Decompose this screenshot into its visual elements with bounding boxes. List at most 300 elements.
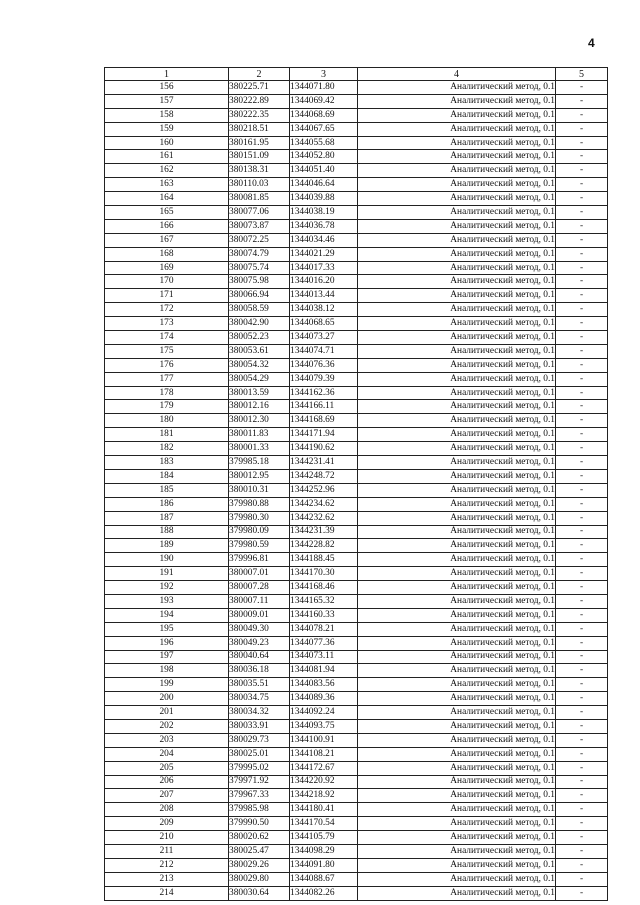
point-number-cell: 184 xyxy=(105,469,229,483)
y-coordinate-cell: 1344231.41 xyxy=(290,456,358,470)
y-coordinate-cell: 1344170.54 xyxy=(290,817,358,831)
method-cell: Аналитический метод, 0.1 xyxy=(358,136,556,150)
point-number-cell: 207 xyxy=(105,789,229,803)
point-number-cell: 200 xyxy=(105,692,229,706)
table-row xyxy=(105,775,608,789)
x-coordinate-cell: 380012.30 xyxy=(229,414,290,428)
x-coordinate-cell: 379996.81 xyxy=(229,553,290,567)
point-number-cell: 205 xyxy=(105,761,229,775)
method-cell: Аналитический метод, 0.1 xyxy=(358,206,556,220)
table-row xyxy=(105,706,608,720)
table-row xyxy=(105,567,608,581)
y-coordinate-cell: 1344021.29 xyxy=(290,247,358,261)
table-row xyxy=(105,844,608,858)
x-coordinate-cell: 380012.95 xyxy=(229,469,290,483)
point-number-cell: 165 xyxy=(105,206,229,220)
table-row xyxy=(105,94,608,108)
table-row xyxy=(105,358,608,372)
y-coordinate-cell: 1344098.29 xyxy=(290,844,358,858)
method-cell: Аналитический метод, 0.1 xyxy=(358,844,556,858)
point-number-cell: 212 xyxy=(105,858,229,872)
method-cell: Аналитический метод, 0.1 xyxy=(358,150,556,164)
table-row xyxy=(105,344,608,358)
y-coordinate-cell: 1344071.80 xyxy=(290,81,358,95)
y-coordinate-cell: 1344190.62 xyxy=(290,442,358,456)
point-number-cell: 193 xyxy=(105,594,229,608)
x-coordinate-cell: 380073.87 xyxy=(229,219,290,233)
table-row xyxy=(105,650,608,664)
x-coordinate-cell: 380151.09 xyxy=(229,150,290,164)
y-coordinate-cell: 1344036.78 xyxy=(290,219,358,233)
table-row xyxy=(105,622,608,636)
y-coordinate-cell: 1344055.68 xyxy=(290,136,358,150)
table-row xyxy=(105,414,608,428)
y-coordinate-cell: 1344108.21 xyxy=(290,747,358,761)
point-number-cell: 189 xyxy=(105,539,229,553)
method-cell: Аналитический метод, 0.1 xyxy=(358,831,556,845)
point-number-cell: 156 xyxy=(105,81,229,95)
x-coordinate-cell: 380138.31 xyxy=(229,164,290,178)
x-coordinate-cell: 380007.11 xyxy=(229,594,290,608)
point-number-cell: 163 xyxy=(105,178,229,192)
column-header-1: 1 xyxy=(105,68,229,81)
y-coordinate-cell: 1344234.62 xyxy=(290,497,358,511)
note-cell: - xyxy=(556,692,608,706)
note-cell: - xyxy=(556,775,608,789)
table-row xyxy=(105,608,608,622)
table-row xyxy=(105,386,608,400)
note-cell: - xyxy=(556,650,608,664)
table-row xyxy=(105,233,608,247)
point-number-cell: 191 xyxy=(105,567,229,581)
point-number-cell: 194 xyxy=(105,608,229,622)
table-row xyxy=(105,511,608,525)
note-cell: - xyxy=(556,719,608,733)
note-cell: - xyxy=(556,747,608,761)
table-row xyxy=(105,761,608,775)
method-cell: Аналитический метод, 0.1 xyxy=(358,233,556,247)
x-coordinate-cell: 379971.92 xyxy=(229,775,290,789)
note-cell: - xyxy=(556,525,608,539)
y-coordinate-cell: 1344076.36 xyxy=(290,358,358,372)
note-cell: - xyxy=(556,803,608,817)
note-cell: - xyxy=(556,303,608,317)
table-row xyxy=(105,206,608,220)
x-coordinate-cell: 380001.33 xyxy=(229,442,290,456)
y-coordinate-cell: 1344067.65 xyxy=(290,122,358,136)
note-cell: - xyxy=(556,858,608,872)
point-number-cell: 174 xyxy=(105,331,229,345)
method-cell: Аналитический метод, 0.1 xyxy=(358,400,556,414)
point-number-cell: 208 xyxy=(105,803,229,817)
table-row xyxy=(105,497,608,511)
note-cell: - xyxy=(556,428,608,442)
note-cell: - xyxy=(556,289,608,303)
y-coordinate-cell: 1344081.94 xyxy=(290,664,358,678)
note-cell: - xyxy=(556,122,608,136)
point-number-cell: 192 xyxy=(105,581,229,595)
y-coordinate-cell: 1344052.80 xyxy=(290,150,358,164)
point-number-cell: 195 xyxy=(105,622,229,636)
point-number-cell: 179 xyxy=(105,400,229,414)
note-cell: - xyxy=(556,192,608,206)
note-cell: - xyxy=(556,622,608,636)
point-number-cell: 169 xyxy=(105,261,229,275)
y-coordinate-cell: 1344034.46 xyxy=(290,233,358,247)
method-cell: Аналитический метод, 0.1 xyxy=(358,886,556,900)
point-number-cell: 188 xyxy=(105,525,229,539)
method-cell: Аналитический метод, 0.1 xyxy=(358,664,556,678)
note-cell: - xyxy=(556,275,608,289)
y-coordinate-cell: 1344252.96 xyxy=(290,483,358,497)
y-coordinate-cell: 1344046.64 xyxy=(290,178,358,192)
table-row xyxy=(105,539,608,553)
method-cell: Аналитический метод, 0.1 xyxy=(358,289,556,303)
note-cell: - xyxy=(556,539,608,553)
x-coordinate-cell: 380049.23 xyxy=(229,636,290,650)
x-coordinate-cell: 380075.98 xyxy=(229,275,290,289)
x-coordinate-cell: 379980.30 xyxy=(229,511,290,525)
x-coordinate-cell: 380009.01 xyxy=(229,608,290,622)
method-cell: Аналитический метод, 0.1 xyxy=(358,178,556,192)
table-row xyxy=(105,289,608,303)
method-cell: Аналитический метод, 0.1 xyxy=(358,108,556,122)
x-coordinate-cell: 380035.51 xyxy=(229,678,290,692)
x-coordinate-cell: 380011.83 xyxy=(229,428,290,442)
x-coordinate-cell: 380034.32 xyxy=(229,706,290,720)
table-row xyxy=(105,886,608,900)
note-cell: - xyxy=(556,400,608,414)
method-cell: Аналитический метод, 0.1 xyxy=(358,192,556,206)
point-number-cell: 211 xyxy=(105,844,229,858)
y-coordinate-cell: 1344077.36 xyxy=(290,636,358,650)
method-cell: Аналитический метод, 0.1 xyxy=(358,358,556,372)
table-row xyxy=(105,442,608,456)
y-coordinate-cell: 1344017.33 xyxy=(290,261,358,275)
point-number-cell: 166 xyxy=(105,219,229,233)
method-cell: Аналитический метод, 0.1 xyxy=(358,789,556,803)
note-cell: - xyxy=(556,636,608,650)
method-cell: Аналитический метод, 0.1 xyxy=(358,650,556,664)
method-cell: Аналитический метод, 0.1 xyxy=(358,539,556,553)
note-cell: - xyxy=(556,331,608,345)
note-cell: - xyxy=(556,664,608,678)
method-cell: Аналитический метод, 0.1 xyxy=(358,386,556,400)
point-number-cell: 196 xyxy=(105,636,229,650)
x-coordinate-cell: 380072.25 xyxy=(229,233,290,247)
point-number-cell: 187 xyxy=(105,511,229,525)
table-row xyxy=(105,247,608,261)
table-row xyxy=(105,581,608,595)
x-coordinate-cell: 380077.06 xyxy=(229,206,290,220)
point-number-cell: 171 xyxy=(105,289,229,303)
point-number-cell: 214 xyxy=(105,886,229,900)
method-cell: Аналитический метод, 0.1 xyxy=(358,456,556,470)
method-cell: Аналитический метод, 0.1 xyxy=(358,775,556,789)
table-row xyxy=(105,594,608,608)
y-coordinate-cell: 1344092.24 xyxy=(290,706,358,720)
y-coordinate-cell: 1344089.36 xyxy=(290,692,358,706)
x-coordinate-cell: 380033.91 xyxy=(229,719,290,733)
table-row xyxy=(105,719,608,733)
note-cell: - xyxy=(556,497,608,511)
x-coordinate-cell: 379985.98 xyxy=(229,803,290,817)
point-number-cell: 180 xyxy=(105,414,229,428)
point-number-cell: 172 xyxy=(105,303,229,317)
table-row xyxy=(105,831,608,845)
x-coordinate-cell: 379967.33 xyxy=(229,789,290,803)
method-cell: Аналитический метод, 0.1 xyxy=(358,261,556,275)
y-coordinate-cell: 1344218.92 xyxy=(290,789,358,803)
table-row xyxy=(105,469,608,483)
y-coordinate-cell: 1344082.26 xyxy=(290,886,358,900)
note-cell: - xyxy=(556,344,608,358)
table-row xyxy=(105,331,608,345)
note-cell: - xyxy=(556,706,608,720)
note-cell: - xyxy=(556,831,608,845)
method-cell: Аналитический метод, 0.1 xyxy=(358,803,556,817)
x-coordinate-cell: 379995.02 xyxy=(229,761,290,775)
y-coordinate-cell: 1344013.44 xyxy=(290,289,358,303)
note-cell: - xyxy=(556,81,608,95)
y-coordinate-cell: 1344091.80 xyxy=(290,858,358,872)
note-cell: - xyxy=(556,483,608,497)
x-coordinate-cell: 379980.88 xyxy=(229,497,290,511)
y-coordinate-cell: 1344073.27 xyxy=(290,331,358,345)
y-coordinate-cell: 1344016.20 xyxy=(290,275,358,289)
table-row xyxy=(105,747,608,761)
method-cell: Аналитический метод, 0.1 xyxy=(358,706,556,720)
y-coordinate-cell: 1344180.41 xyxy=(290,803,358,817)
note-cell: - xyxy=(556,581,608,595)
note-cell: - xyxy=(556,594,608,608)
method-cell: Аналитический метод, 0.1 xyxy=(358,372,556,386)
x-coordinate-cell: 379985.18 xyxy=(229,456,290,470)
note-cell: - xyxy=(556,261,608,275)
method-cell: Аналитический метод, 0.1 xyxy=(358,872,556,886)
y-coordinate-cell: 1344162.36 xyxy=(290,386,358,400)
table-row xyxy=(105,150,608,164)
column-header-4: 4 xyxy=(358,68,556,81)
method-cell: Аналитический метод, 0.1 xyxy=(358,761,556,775)
table-row xyxy=(105,136,608,150)
y-coordinate-cell: 1344166.11 xyxy=(290,400,358,414)
y-coordinate-cell: 1344248.72 xyxy=(290,469,358,483)
y-coordinate-cell: 1344100.91 xyxy=(290,733,358,747)
x-coordinate-cell: 380029.80 xyxy=(229,872,290,886)
y-coordinate-cell: 1344172.67 xyxy=(290,761,358,775)
point-number-cell: 158 xyxy=(105,108,229,122)
table-row xyxy=(105,303,608,317)
y-coordinate-cell: 1344168.46 xyxy=(290,581,358,595)
note-cell: - xyxy=(556,733,608,747)
point-number-cell: 186 xyxy=(105,497,229,511)
table-row xyxy=(105,678,608,692)
method-cell: Аналитический метод, 0.1 xyxy=(358,81,556,95)
column-header-3: 3 xyxy=(290,68,358,81)
point-number-cell: 161 xyxy=(105,150,229,164)
point-number-cell: 185 xyxy=(105,483,229,497)
x-coordinate-cell: 380054.29 xyxy=(229,372,290,386)
y-coordinate-cell: 1344039.88 xyxy=(290,192,358,206)
x-coordinate-cell: 380054.32 xyxy=(229,358,290,372)
x-coordinate-cell: 380030.64 xyxy=(229,886,290,900)
x-coordinate-cell: 380075.74 xyxy=(229,261,290,275)
note-cell: - xyxy=(556,886,608,900)
x-coordinate-cell: 380007.01 xyxy=(229,567,290,581)
x-coordinate-cell: 380049.30 xyxy=(229,622,290,636)
y-coordinate-cell: 1344220.92 xyxy=(290,775,358,789)
point-number-cell: 182 xyxy=(105,442,229,456)
method-cell: Аналитический метод, 0.1 xyxy=(358,483,556,497)
column-header-5: 5 xyxy=(556,68,608,81)
table-row xyxy=(105,400,608,414)
point-number-cell: 202 xyxy=(105,719,229,733)
x-coordinate-cell: 379980.59 xyxy=(229,539,290,553)
x-coordinate-cell: 380040.64 xyxy=(229,650,290,664)
y-coordinate-cell: 1344038.19 xyxy=(290,206,358,220)
y-coordinate-cell: 1344093.75 xyxy=(290,719,358,733)
note-cell: - xyxy=(556,456,608,470)
point-number-cell: 190 xyxy=(105,553,229,567)
table-row xyxy=(105,122,608,136)
x-coordinate-cell: 380222.89 xyxy=(229,94,290,108)
point-number-cell: 213 xyxy=(105,872,229,886)
y-coordinate-cell: 1344079.39 xyxy=(290,372,358,386)
method-cell: Аналитический метод, 0.1 xyxy=(358,344,556,358)
method-cell: Аналитический метод, 0.1 xyxy=(358,442,556,456)
note-cell: - xyxy=(556,247,608,261)
point-number-cell: 206 xyxy=(105,775,229,789)
table-row xyxy=(105,636,608,650)
table-row xyxy=(105,372,608,386)
x-coordinate-cell: 380036.18 xyxy=(229,664,290,678)
method-cell: Аналитический метод, 0.1 xyxy=(358,594,556,608)
page-number: 4 xyxy=(588,36,595,50)
table-row xyxy=(105,803,608,817)
note-cell: - xyxy=(556,372,608,386)
table-row xyxy=(105,108,608,122)
point-number-cell: 160 xyxy=(105,136,229,150)
table-row xyxy=(105,81,608,95)
method-cell: Аналитический метод, 0.1 xyxy=(358,553,556,567)
x-coordinate-cell: 380110.03 xyxy=(229,178,290,192)
note-cell: - xyxy=(556,108,608,122)
point-number-cell: 203 xyxy=(105,733,229,747)
x-coordinate-cell: 380052.23 xyxy=(229,331,290,345)
method-cell: Аналитический метод, 0.1 xyxy=(358,733,556,747)
method-cell: Аналитический метод, 0.1 xyxy=(358,247,556,261)
y-coordinate-cell: 1344231.39 xyxy=(290,525,358,539)
note-cell: - xyxy=(556,567,608,581)
note-cell: - xyxy=(556,150,608,164)
method-cell: Аналитический метод, 0.1 xyxy=(358,747,556,761)
table-row xyxy=(105,428,608,442)
x-coordinate-cell: 380010.31 xyxy=(229,483,290,497)
method-cell: Аналитический метод, 0.1 xyxy=(358,525,556,539)
table-row xyxy=(105,275,608,289)
y-coordinate-cell: 1344069.42 xyxy=(290,94,358,108)
y-coordinate-cell: 1344068.65 xyxy=(290,317,358,331)
note-cell: - xyxy=(556,789,608,803)
x-coordinate-cell: 380029.73 xyxy=(229,733,290,747)
x-coordinate-cell: 380025.01 xyxy=(229,747,290,761)
point-number-cell: 199 xyxy=(105,678,229,692)
y-coordinate-cell: 1344073.11 xyxy=(290,650,358,664)
point-number-cell: 170 xyxy=(105,275,229,289)
y-coordinate-cell: 1344232.62 xyxy=(290,511,358,525)
y-coordinate-cell: 1344188.45 xyxy=(290,553,358,567)
y-coordinate-cell: 1344228.82 xyxy=(290,539,358,553)
method-cell: Аналитический метод, 0.1 xyxy=(358,94,556,108)
point-number-cell: 204 xyxy=(105,747,229,761)
note-cell: - xyxy=(556,358,608,372)
method-cell: Аналитический метод, 0.1 xyxy=(358,719,556,733)
method-cell: Аналитический метод, 0.1 xyxy=(358,414,556,428)
table-row xyxy=(105,456,608,470)
point-number-cell: 201 xyxy=(105,706,229,720)
x-coordinate-cell: 379980.09 xyxy=(229,525,290,539)
y-coordinate-cell: 1344160.33 xyxy=(290,608,358,622)
x-coordinate-cell: 380074.79 xyxy=(229,247,290,261)
method-cell: Аналитический метод, 0.1 xyxy=(358,511,556,525)
method-cell: Аналитический метод, 0.1 xyxy=(358,567,556,581)
method-cell: Аналитический метод, 0.1 xyxy=(358,122,556,136)
method-cell: Аналитический метод, 0.1 xyxy=(358,428,556,442)
table-body xyxy=(105,81,608,901)
y-coordinate-cell: 1344171.94 xyxy=(290,428,358,442)
note-cell: - xyxy=(556,386,608,400)
table-row xyxy=(105,483,608,497)
point-number-cell: 198 xyxy=(105,664,229,678)
y-coordinate-cell: 1344074.71 xyxy=(290,344,358,358)
table-row xyxy=(105,317,608,331)
x-coordinate-cell: 380042.90 xyxy=(229,317,290,331)
point-number-cell: 181 xyxy=(105,428,229,442)
x-coordinate-cell: 380225.71 xyxy=(229,81,290,95)
point-number-cell: 209 xyxy=(105,817,229,831)
note-cell: - xyxy=(556,233,608,247)
method-cell: Аналитический метод, 0.1 xyxy=(358,303,556,317)
table-row xyxy=(105,261,608,275)
column-header-2: 2 xyxy=(229,68,290,81)
note-cell: - xyxy=(556,872,608,886)
note-cell: - xyxy=(556,817,608,831)
x-coordinate-cell: 380222.35 xyxy=(229,108,290,122)
method-cell: Аналитический метод, 0.1 xyxy=(358,497,556,511)
table-row xyxy=(105,692,608,706)
method-cell: Аналитический метод, 0.1 xyxy=(358,636,556,650)
table-row xyxy=(105,733,608,747)
point-number-cell: 178 xyxy=(105,386,229,400)
table-row xyxy=(105,872,608,886)
method-cell: Аналитический метод, 0.1 xyxy=(358,164,556,178)
point-number-cell: 162 xyxy=(105,164,229,178)
table-row xyxy=(105,192,608,206)
note-cell: - xyxy=(556,164,608,178)
x-coordinate-cell: 380007.28 xyxy=(229,581,290,595)
coordinates-table xyxy=(104,67,608,901)
note-cell: - xyxy=(556,761,608,775)
table-row xyxy=(105,525,608,539)
table-row xyxy=(105,664,608,678)
note-cell: - xyxy=(556,678,608,692)
y-coordinate-cell: 1344078.21 xyxy=(290,622,358,636)
point-number-cell: 175 xyxy=(105,344,229,358)
table-header-row xyxy=(105,68,608,81)
method-cell: Аналитический метод, 0.1 xyxy=(358,858,556,872)
method-cell: Аналитический метод, 0.1 xyxy=(358,622,556,636)
